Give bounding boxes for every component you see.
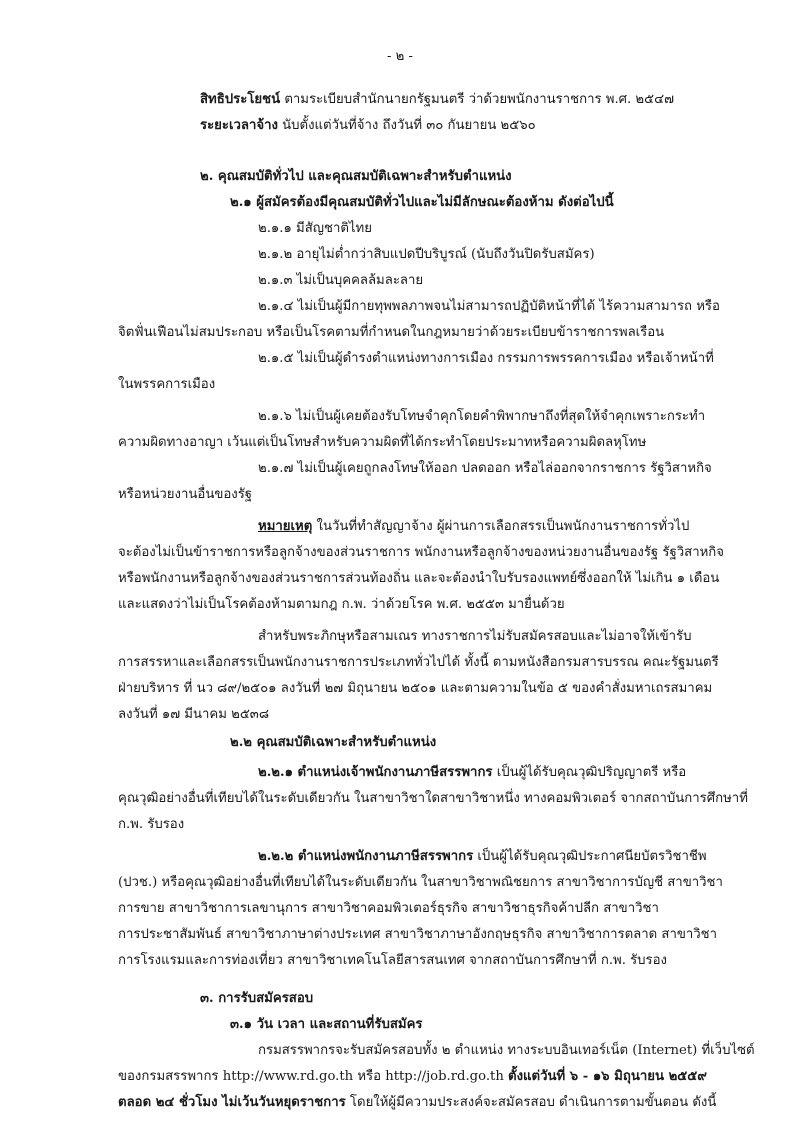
s31-line2-dates: ตั้งแต่วันที่ ๖ - ๑๖ มิถุนายน ๒๕๕๙: [508, 1069, 707, 1084]
period-text: นับตั้งแต่วันที่จ้าง ถึงวันที่ ๓๐ กันยายน ๒๕๖๐: [282, 118, 536, 133]
note-line4: และแสดงว่าไม่เป็นโรคต้องห้ามตามกฎ ก.พ. ว่าด้วยโรค พ.ศ. ๒๕๕๓ มายื่นด้วย: [118, 597, 565, 612]
s221-text-1: เป็นผู้ได้รับคุณวุฒิปริญญาตรี หรือ: [496, 765, 687, 780]
item-2-1-3: ๒.๑.๓ ไม่เป็นบุคคลล้มละลาย: [258, 273, 424, 288]
monk-line2: การสรรหาและเลือกสรรเป็นพนักงานราชการประเภททั่วไปได้ ทั้งนี้ ตามหนังสือกรมสารบรรณ คณะรัฐมนตรี: [118, 655, 719, 670]
benefits-label: สิทธิประโยชน์: [200, 92, 281, 107]
s222-line1: [258, 844, 707, 870]
s221-label: ๒.๒.๑ ตำแหน่งเจ้าพนักงานภาษีสรรพากร: [258, 765, 493, 780]
item-2-1-1: ๒.๑.๑ มีสัญชาติไทย: [258, 221, 372, 236]
s221-line3: ก.พ. รับรอง: [118, 817, 185, 832]
item-2-1-5-line2: ในพรรคการเมือง: [118, 377, 216, 392]
section-2-title: ๒. คุณสมบัติทั่วไป และคุณสมบัติเฉพาะสำหรับตำแหน่ง: [200, 169, 512, 184]
section-3-1-title: ๓.๑ วัน เวลา และสถานที่รับสมัคร: [230, 1017, 423, 1032]
note-line1: [258, 514, 689, 540]
s222-text-1: เป็นผู้ได้รับคุณวุฒิประกาศนียบัตรวิชาชีพ: [477, 849, 707, 864]
item-2-1-6-line1: ๒.๑.๖ ไม่เป็นผู้เคยต้องรับโทษจำคุกโดยคำพิพากษาถึงที่สุดให้จำคุกเพราะกระทำ: [258, 409, 706, 424]
s222-label: ๒.๒.๒ ตำแหน่งพนักงานภาษีสรรพากร: [258, 849, 474, 864]
monk-line4: ลงวันที่ ๑๗ มีนาคม ๒๕๓๘: [118, 707, 269, 722]
note-text-1: ในวันที่ทำสัญญาจ้าง ผู้ผ่านการเลือกสรรเป็นพนักงานราชการทั่วไป: [316, 519, 690, 534]
item-2-1-7-line1: ๒.๑.๗ ไม่เป็นผู้เคยถูกลงโทษให้ออก ปลดออก หรือไล่ออกจากราชการ รัฐวิสาหกิจ: [258, 461, 712, 476]
page-number: - ๒ -: [387, 49, 413, 64]
s31-line3-text: โดยให้ผู้มีความประสงค์จะสมัครสอบ ดำเนินการตามขั้นตอน ดังนี้: [349, 1095, 717, 1110]
item-2-1-4-line2: จิตฟั่นเฟือนไม่สมประกอบ หรือเป็นโรคตามที่กำหนดในกฎหมายว่าด้วยระเบียบข้าราชการพลเรือน: [118, 325, 665, 340]
s222-line4: การประชาสัมพันธ์ สาขาวิชาภาษาต่างประเทศ สาขาวิชาภาษาอังกฤษธุรกิจ สาขาวิชาการตลาด สาขาวิชา: [118, 927, 718, 942]
benefits-text: ตามระเบียบสำนักนายกรัฐมนตรี ว่าด้วยพนักงานราชการ พ.ศ. ๒๕๔๗: [284, 92, 674, 107]
section-2-1-title: ๒.๑ ผู้สมัครต้องมีคุณสมบัติทั่วไปและไม่มีลักษณะต้องห้าม ดังต่อไปนี้: [230, 195, 614, 210]
s222-line3: การขาย สาขาวิชาการเลขานุการ สาขาวิชาคอมพิวเตอร์ธุรกิจ สาขาวิชาธุรกิจค้าปลีก สาขาวิชา: [118, 901, 659, 916]
period-line: [200, 113, 536, 139]
benefits-line: [200, 87, 674, 113]
s221-line2: คุณวุฒิอย่างอื่นที่เทียบได้ในระดับเดียวกัน ในสาขาวิชาใดสาขาวิชาหนึ่ง ทางคอมพิวเตอร์ จากสถาบันการศึกษาที่: [118, 791, 748, 806]
s31-line3: [118, 1090, 716, 1116]
monk-line1: สำหรับพระภิกษุหรือสามเณร ทางราชการไม่รับสมัครสอบและไม่อาจให้เข้ารับ: [258, 629, 692, 644]
s31-line2: [118, 1064, 707, 1090]
note-line3: หรือพนักงานหรือลูกจ้างของส่วนราชการส่วนท้องถิ่น และจะต้องนำใบรับรองแพทย์ซึ่งออกให้ ไม่เกิน ๑ เดือน: [118, 571, 720, 586]
s221-line1: [258, 760, 686, 786]
item-2-1-2: ๒.๑.๒ อายุไม่ต่ำกว่าสิบแปดปีบริบูรณ์ (นับถึงวันปิดรับสมัคร): [258, 247, 595, 262]
item-2-1-7-line2: หรือหน่วยงานอื่นของรัฐ: [118, 487, 253, 502]
item-2-1-5-line1: ๒.๑.๕ ไม่เป็นผู้ดำรงตำแหน่งทางการเมือง กรรมการพรรคการเมือง หรือเจ้าหน้าที่: [258, 351, 714, 366]
section-2-2-title: ๒.๒ คุณสมบัติเฉพาะสำหรับตำแหน่ง: [230, 735, 437, 750]
period-label: ระยะเวลาจ้าง: [200, 118, 278, 133]
s222-line5: การโรงแรมและการท่องเที่ยว สาขาวิชาเทคโนโลยีสารสนเทศ จากสถาบันการศึกษาที่ ก.พ. รับรอง: [118, 953, 667, 968]
note-label: หมายเหตุ: [258, 519, 313, 534]
s31-line1: กรมสรรพากรจะรับสมัครสอบทั้ง ๒ ตำแหน่ง ทางระบบอินเทอร์เน็ต (Internet) ที่เว็บไซต์: [258, 1043, 755, 1058]
s31-line3-hours: ตลอด ๒๔ ชั่วโมง ไม่เว้นวันหยุดราชการ: [118, 1095, 346, 1110]
monk-line3: ฝ่ายบริหาร ที่ นว ๘๙/๒๕๐๑ ลงวันที่ ๒๗ มิถุนายน ๒๕๐๑ และตามความในข้อ ๕ ของคำสั่งมหาเถรสมาคม: [118, 681, 713, 696]
section-3-title: ๓. การรับสมัครสอบ: [200, 991, 314, 1006]
s222-line2: (ปวช.) หรือคุณวุฒิอย่างอื่นที่เทียบได้ในระดับเดียวกัน ในสาขาวิชาพณิชยการ สาขาวิชาการบัญชี สาขาวิชา: [118, 875, 723, 890]
s31-line2-text: ของกรมสรรพากร http://www.rd.go.th หรือ http://job.rd.go.th: [118, 1069, 504, 1084]
item-2-1-6-line2: ความผิดทางอาญา เว้นแต่เป็นโทษสำหรับความผิดที่ได้กระทำโดยประมาทหรือความผิดลหุโทษ: [118, 435, 647, 450]
note-line2: จะต้องไม่เป็นข้าราชการหรือลูกจ้างของส่วนราชการ พนักงานหรือลูกจ้างของหน่วยงานอื่นของรัฐ รัฐวิสาหกิจ: [118, 545, 725, 560]
item-2-1-4-line1: ๒.๑.๔ ไม่เป็นผู้มีกายทุพพลภาพจนไม่สามารถปฏิบัติหน้าที่ได้ ไร้ความสามารถ หรือ: [258, 299, 720, 314]
